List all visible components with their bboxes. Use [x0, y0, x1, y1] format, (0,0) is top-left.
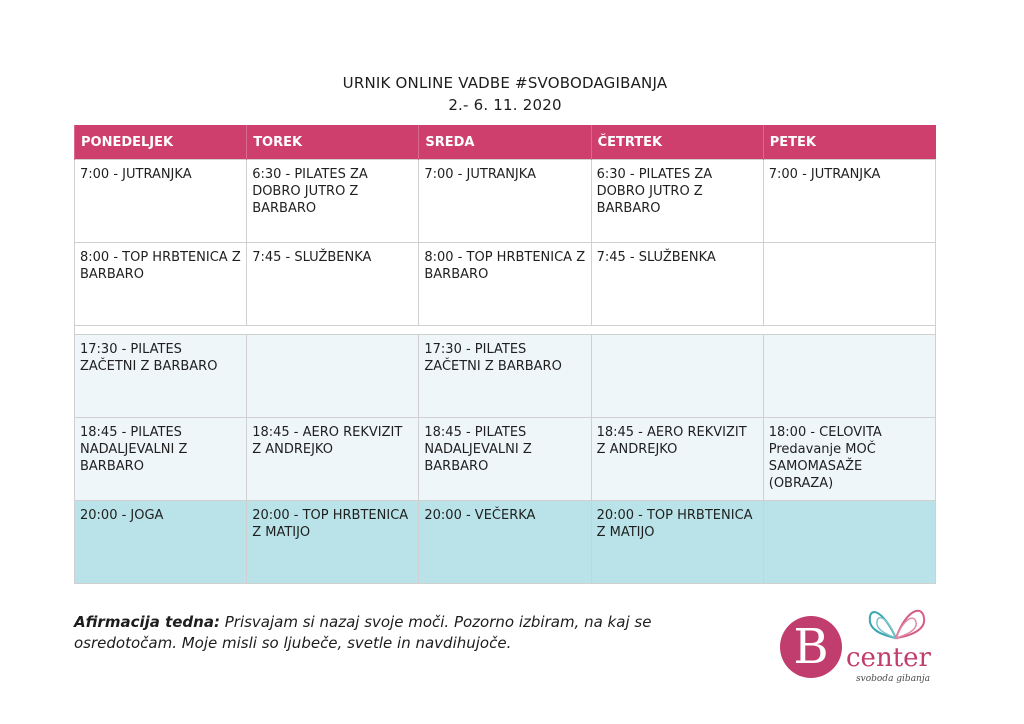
schedule-title: URNIK ONLINE VADBE #SVOBODAGIBANJA	[342, 74, 668, 92]
class-cell: 8:00 - TOP HRBTENICA Z BARBARO	[419, 243, 591, 326]
class-cell	[763, 501, 935, 584]
schedule-dates: 2.- 6. 11. 2020	[448, 96, 562, 114]
class-cell: 7:45 - SLUŽBENKA	[591, 243, 763, 326]
day-header: TOREK	[247, 125, 419, 160]
class-cell	[763, 335, 935, 418]
class-cell: 20:00 - TOP HRBTENICA Z MATIJO	[591, 501, 763, 584]
class-cell: 17:30 - PILATES ZAČETNI Z BARBARO	[419, 335, 591, 418]
affirmation-label: Afirmacija tedna:	[74, 613, 220, 631]
class-cell: 6:30 - PILATES ZA DOBRO JUTRO Z BARBARO	[247, 160, 419, 243]
class-cell	[247, 335, 419, 418]
brand-logo	[778, 598, 948, 698]
schedule-table	[74, 125, 936, 584]
table-row	[75, 335, 936, 418]
title-block	[0, 72, 1010, 116]
table-header-row	[75, 125, 936, 160]
class-cell: 20:00 - JOGA	[75, 501, 247, 584]
class-cell: 18:00 - CELOVITA Predavanje MOČ SAMOMASAŽE (OBRAZA)	[763, 418, 935, 501]
class-cell: 20:00 - VEČERKA	[419, 501, 591, 584]
class-cell: 20:00 - TOP HRBTENICA Z MATIJO	[247, 501, 419, 584]
table-row	[75, 243, 936, 326]
butterfly-icon	[860, 598, 932, 646]
class-cell: 8:00 - TOP HRBTENICA Z BARBARO	[75, 243, 247, 326]
table-row	[75, 160, 936, 243]
logo-name: center	[846, 643, 931, 673]
affirmation	[74, 612, 754, 654]
class-cell: 18:45 - PILATES NADALJEVALNI Z BARBARO	[75, 418, 247, 501]
day-header: PONEDELJEK	[75, 125, 247, 160]
day-header: ČETRTEK	[591, 125, 763, 160]
class-cell: 6:30 - PILATES ZA DOBRO JUTRO Z BARBARO	[591, 160, 763, 243]
class-cell: 7:00 - JUTRANJKA	[419, 160, 591, 243]
logo-tagline: svoboda gibanja	[856, 674, 931, 684]
spacer-cell	[75, 326, 936, 335]
spacer-row	[75, 326, 936, 335]
logo-letter: B	[793, 619, 829, 675]
class-cell: 18:45 - AERO REKVIZIT Z ANDREJKO	[247, 418, 419, 501]
class-cell: 17:30 - PILATES ZAČETNI Z BARBARO	[75, 335, 247, 418]
class-cell	[763, 243, 935, 326]
affirmation-text: Prisvajam si nazaj svoje moči. Pozorno izbiram, na kaj se osredotočam. Moje misli so ljubeče, svetle in navdihujoče.	[74, 613, 652, 652]
day-header: SREDA	[419, 125, 591, 160]
class-cell: 18:45 - PILATES NADALJEVALNI Z BARBARO	[419, 418, 591, 501]
class-cell: 7:45 - SLUŽBENKA	[247, 243, 419, 326]
class-cell: 18:45 - AERO REKVIZIT Z ANDREJKO	[591, 418, 763, 501]
day-header: PETEK	[763, 125, 935, 160]
table-row	[75, 501, 936, 584]
class-cell: 7:00 - JUTRANJKA	[75, 160, 247, 243]
table-row	[75, 418, 936, 501]
class-cell	[591, 335, 763, 418]
class-cell: 7:00 - JUTRANJKA	[763, 160, 935, 243]
